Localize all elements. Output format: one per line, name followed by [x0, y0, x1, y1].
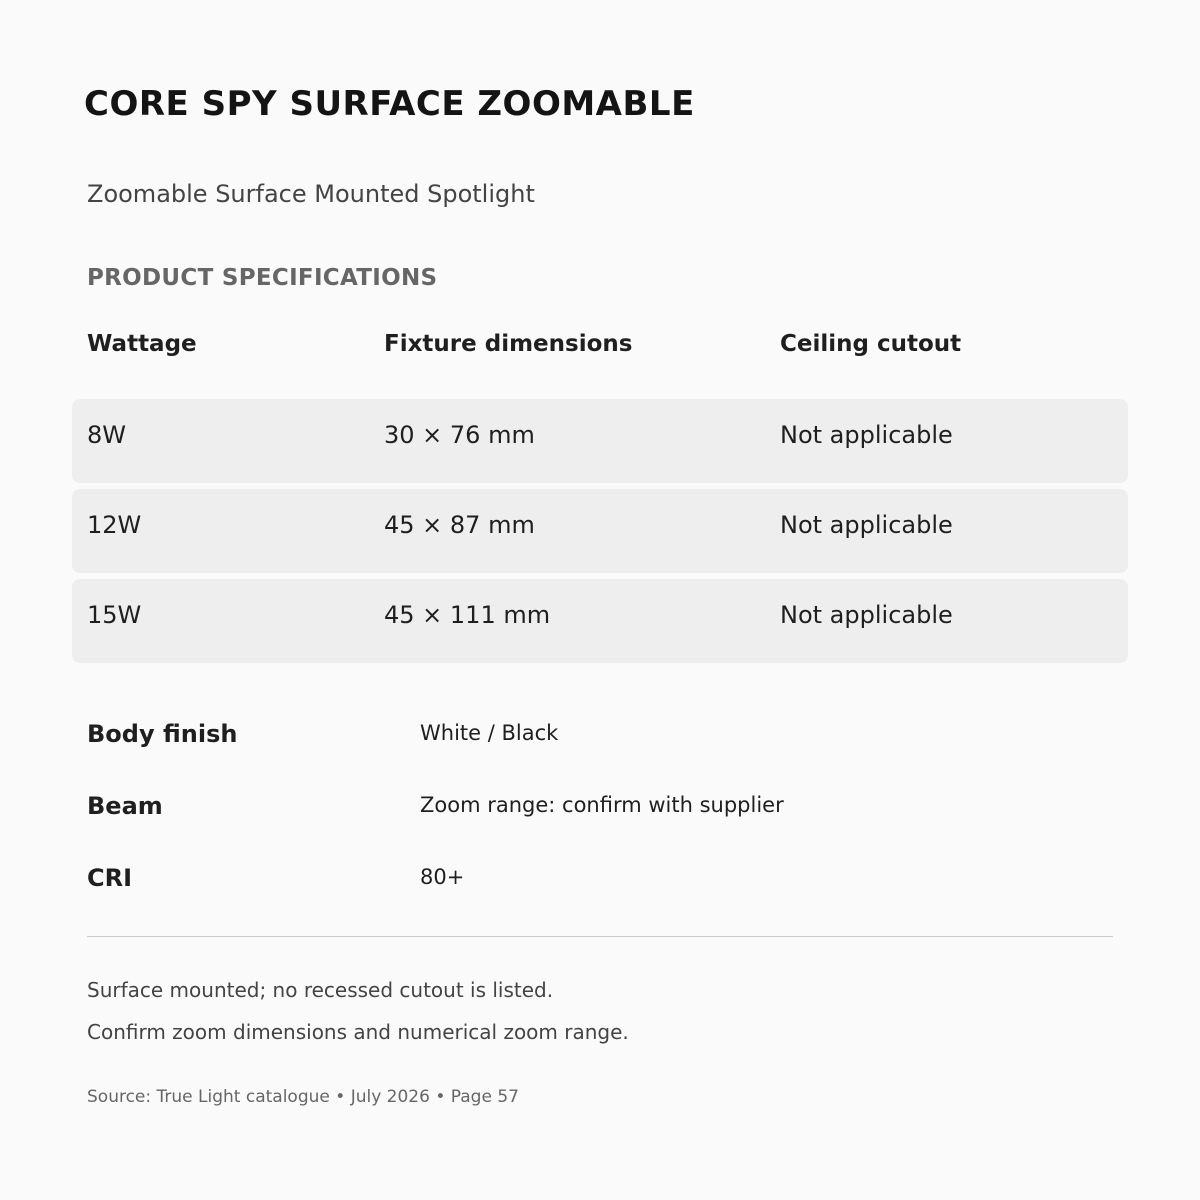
cell-ceiling-cutout: Not applicable — [780, 511, 953, 539]
property-label-cri: CRI — [87, 864, 133, 892]
property-value-body-finish: White / Black — [420, 721, 559, 745]
property-value-cri: 80+ — [420, 865, 465, 889]
column-header-ceiling-cutout: Ceiling cutout — [780, 331, 962, 357]
cell-fixture-dimensions: 45 × 87 mm — [384, 511, 535, 539]
property-value-beam: Zoom range: confirm with supplier — [420, 793, 784, 817]
cell-fixture-dimensions: 45 × 111 mm — [384, 601, 551, 629]
table-row — [72, 489, 1128, 573]
cell-wattage: 12W — [87, 511, 142, 539]
cell-wattage: 8W — [87, 421, 126, 449]
table-row — [72, 399, 1128, 483]
cell-ceiling-cutout: Not applicable — [780, 421, 953, 449]
product-subtitle: Zoomable Surface Mounted Spotlight — [87, 180, 535, 208]
property-label-beam: Beam — [87, 792, 163, 820]
column-header-fixture-dimensions: Fixture dimensions — [384, 331, 633, 357]
column-header-wattage: Wattage — [87, 331, 197, 357]
note-line: Surface mounted; no recessed cutout is listed. — [87, 978, 554, 1002]
source-citation: Source: True Light catalogue • July 2026 • Page 57 — [87, 1087, 519, 1107]
cell-ceiling-cutout: Not applicable — [780, 601, 953, 629]
cell-fixture-dimensions: 30 × 76 mm — [384, 421, 535, 449]
section-heading: PRODUCT SPECIFICATIONS — [87, 265, 438, 291]
table-row — [72, 579, 1128, 663]
product-title: CORE SPY SURFACE ZOOMABLE — [84, 84, 695, 124]
property-label-body-finish: Body finish — [87, 720, 238, 748]
note-line: Confirm zoom dimensions and numerical zoom range. — [87, 1020, 629, 1044]
cell-wattage: 15W — [87, 601, 142, 629]
divider — [87, 936, 1113, 937]
